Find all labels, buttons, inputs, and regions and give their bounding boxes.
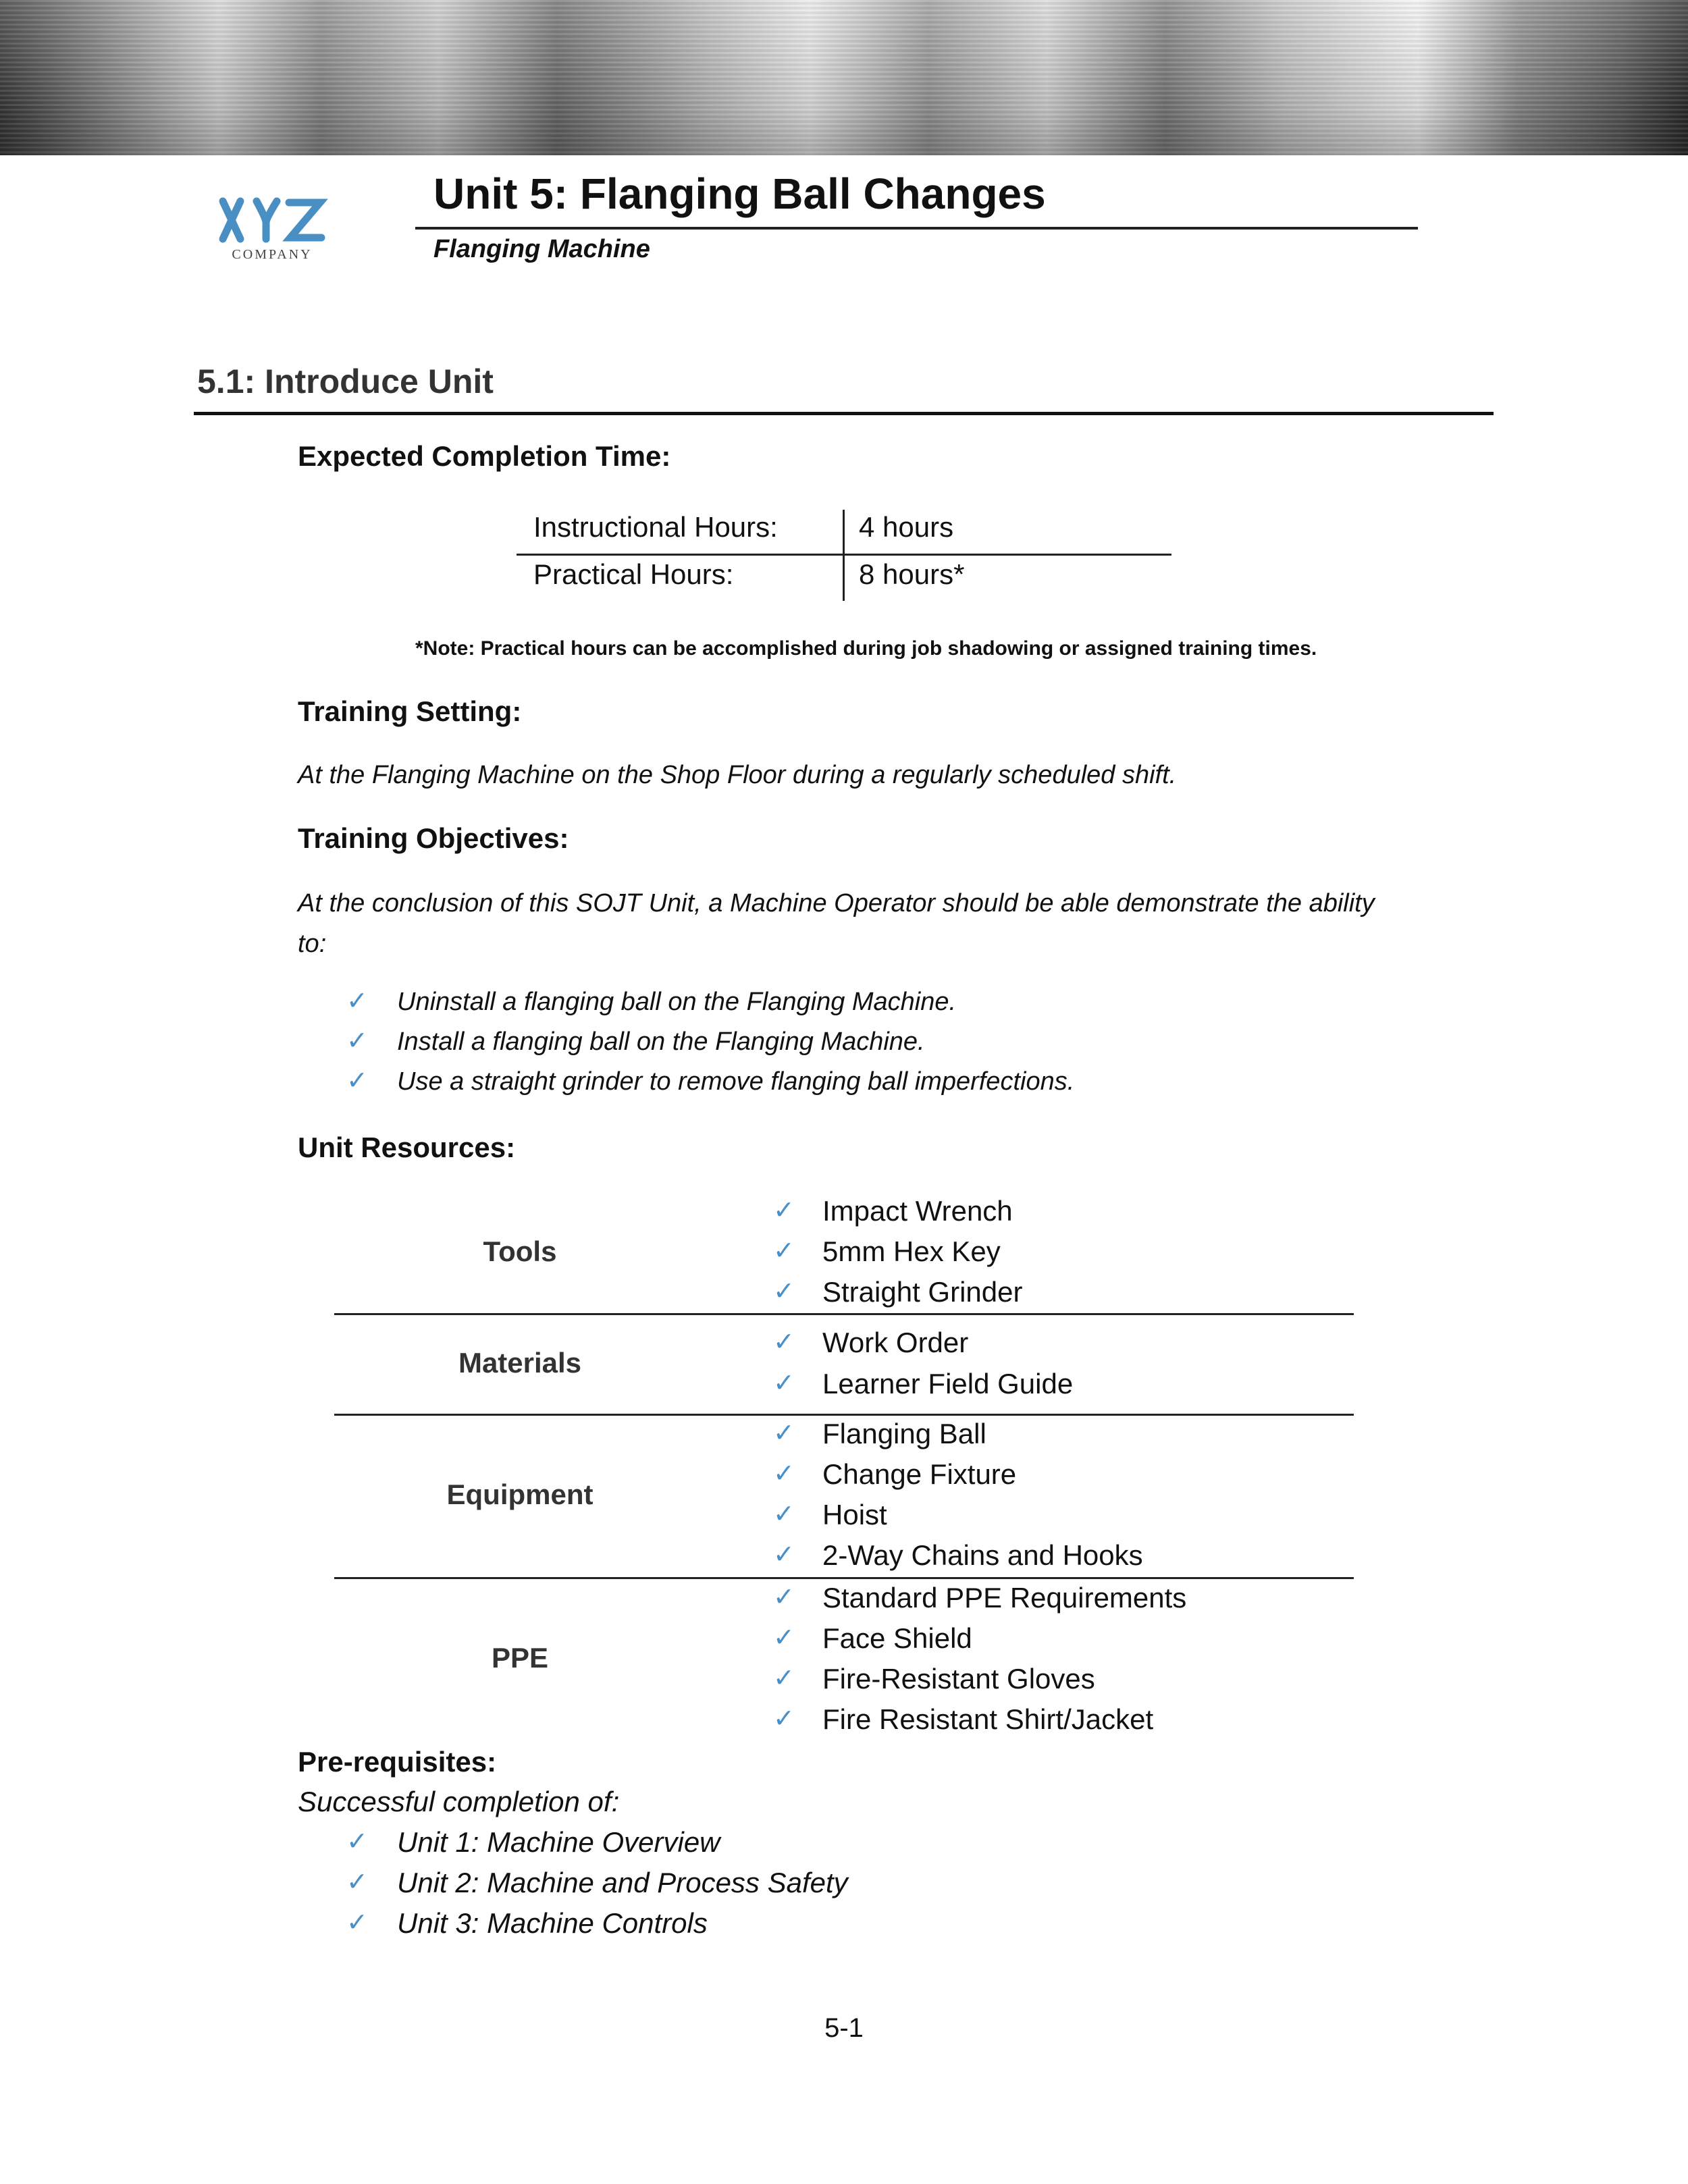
check-icon: ✓ — [773, 1418, 795, 1447]
resource-item: Face Shield — [822, 1622, 972, 1654]
check-icon: ✓ — [773, 1368, 795, 1397]
check-icon: ✓ — [773, 1235, 795, 1265]
objectives-intro-line-2: to: — [298, 930, 327, 958]
resource-item: Fire-Resistant Gloves — [822, 1663, 1095, 1695]
check-icon: ✓ — [773, 1539, 795, 1569]
xyz-logo-icon — [215, 196, 329, 244]
resource-item: Straight Grinder — [822, 1276, 1023, 1308]
resource-item: Work Order — [822, 1327, 969, 1358]
objective-item: Use a straight grinder to remove flanging ball imperfections. — [397, 1067, 1075, 1096]
section-title: 5.1: Introduce Unit — [197, 363, 494, 400]
check-icon: ✓ — [773, 1703, 795, 1733]
prerequisites-intro: Successful completion of: — [298, 1786, 620, 1817]
hours-table-row-divider — [517, 554, 1171, 556]
resource-category-ppe: PPE — [491, 1642, 549, 1674]
training-setting-text: At the Flanging Machine on the Shop Floor during a regularly scheduled shift. — [298, 761, 1177, 789]
training-objectives-heading: Training Objectives: — [298, 822, 569, 854]
check-icon: ✓ — [773, 1499, 795, 1528]
resource-item: Standard PPE Requirements — [822, 1582, 1187, 1614]
resource-item: Flanging Ball — [822, 1418, 986, 1449]
resource-item: Fire Resistant Shirt/Jacket — [822, 1703, 1154, 1735]
objective-item: Install a flanging ball on the Flanging Machine. — [397, 1028, 925, 1056]
resource-category-tools: Tools — [483, 1235, 557, 1267]
practical-hours-note: *Note: Practical hours can be accomplished during job shadowing or assigned training times. — [415, 637, 1317, 660]
objectives-intro-line-1: At the conclusion of this SOJT Unit, a Machine Operator should be able demonstrate the ability — [298, 889, 1375, 917]
prerequisite-item: Unit 2: Machine and Process Safety — [397, 1867, 848, 1898]
resources-row-divider — [334, 1313, 1354, 1315]
unit-subtitle: Flanging Machine — [433, 235, 650, 263]
check-icon: ✓ — [773, 1327, 795, 1356]
check-icon: ✓ — [346, 1026, 368, 1055]
check-icon: ✓ — [773, 1582, 795, 1612]
unit-resources-heading: Unit Resources: — [298, 1131, 516, 1163]
resource-item: Impact Wrench — [822, 1195, 1013, 1227]
page-number: 5-1 — [824, 2013, 864, 2043]
prerequisites-heading: Pre-requisites: — [298, 1746, 497, 1778]
header-banner — [0, 0, 1688, 155]
check-icon: ✓ — [773, 1663, 795, 1693]
check-icon: ✓ — [346, 1826, 368, 1856]
title-divider — [415, 227, 1418, 230]
resource-category-equipment: Equipment — [446, 1479, 594, 1510]
resource-item: Change Fixture — [822, 1458, 1017, 1490]
check-icon: ✓ — [346, 1867, 368, 1896]
resources-row-divider — [334, 1414, 1354, 1416]
instructional-hours-label: Instructional Hours: — [533, 511, 778, 543]
practical-hours-label: Practical Hours: — [533, 558, 734, 590]
banner-shade — [0, 0, 1688, 155]
resource-item: 5mm Hex Key — [822, 1235, 1001, 1267]
prerequisite-item: Unit 3: Machine Controls — [397, 1907, 708, 1939]
practical-hours-value: 8 hours* — [859, 558, 965, 590]
check-icon: ✓ — [773, 1195, 795, 1225]
resource-item: Hoist — [822, 1499, 887, 1530]
instructional-hours-value: 4 hours — [859, 511, 954, 543]
check-icon: ✓ — [773, 1458, 795, 1488]
check-icon: ✓ — [773, 1276, 795, 1306]
company-logo — [215, 196, 329, 263]
expected-completion-heading: Expected Completion Time: — [298, 440, 671, 472]
check-icon: ✓ — [346, 1907, 368, 1937]
section-divider — [194, 412, 1494, 415]
resources-row-divider — [334, 1577, 1354, 1579]
resource-item: 2-Way Chains and Hooks — [822, 1539, 1143, 1571]
check-icon: ✓ — [346, 1065, 368, 1095]
training-setting-heading: Training Setting: — [298, 695, 522, 727]
resource-item: Learner Field Guide — [822, 1368, 1074, 1400]
check-icon: ✓ — [773, 1622, 795, 1652]
objective-item: Uninstall a flanging ball on the Flanging Machine. — [397, 988, 957, 1016]
unit-title: Unit 5: Flanging Ball Changes — [433, 169, 1046, 218]
prerequisite-item: Unit 1: Machine Overview — [397, 1826, 720, 1858]
logo-company-text: COMPANY — [232, 247, 313, 262]
check-icon: ✓ — [346, 986, 368, 1015]
resource-category-materials: Materials — [458, 1347, 582, 1379]
